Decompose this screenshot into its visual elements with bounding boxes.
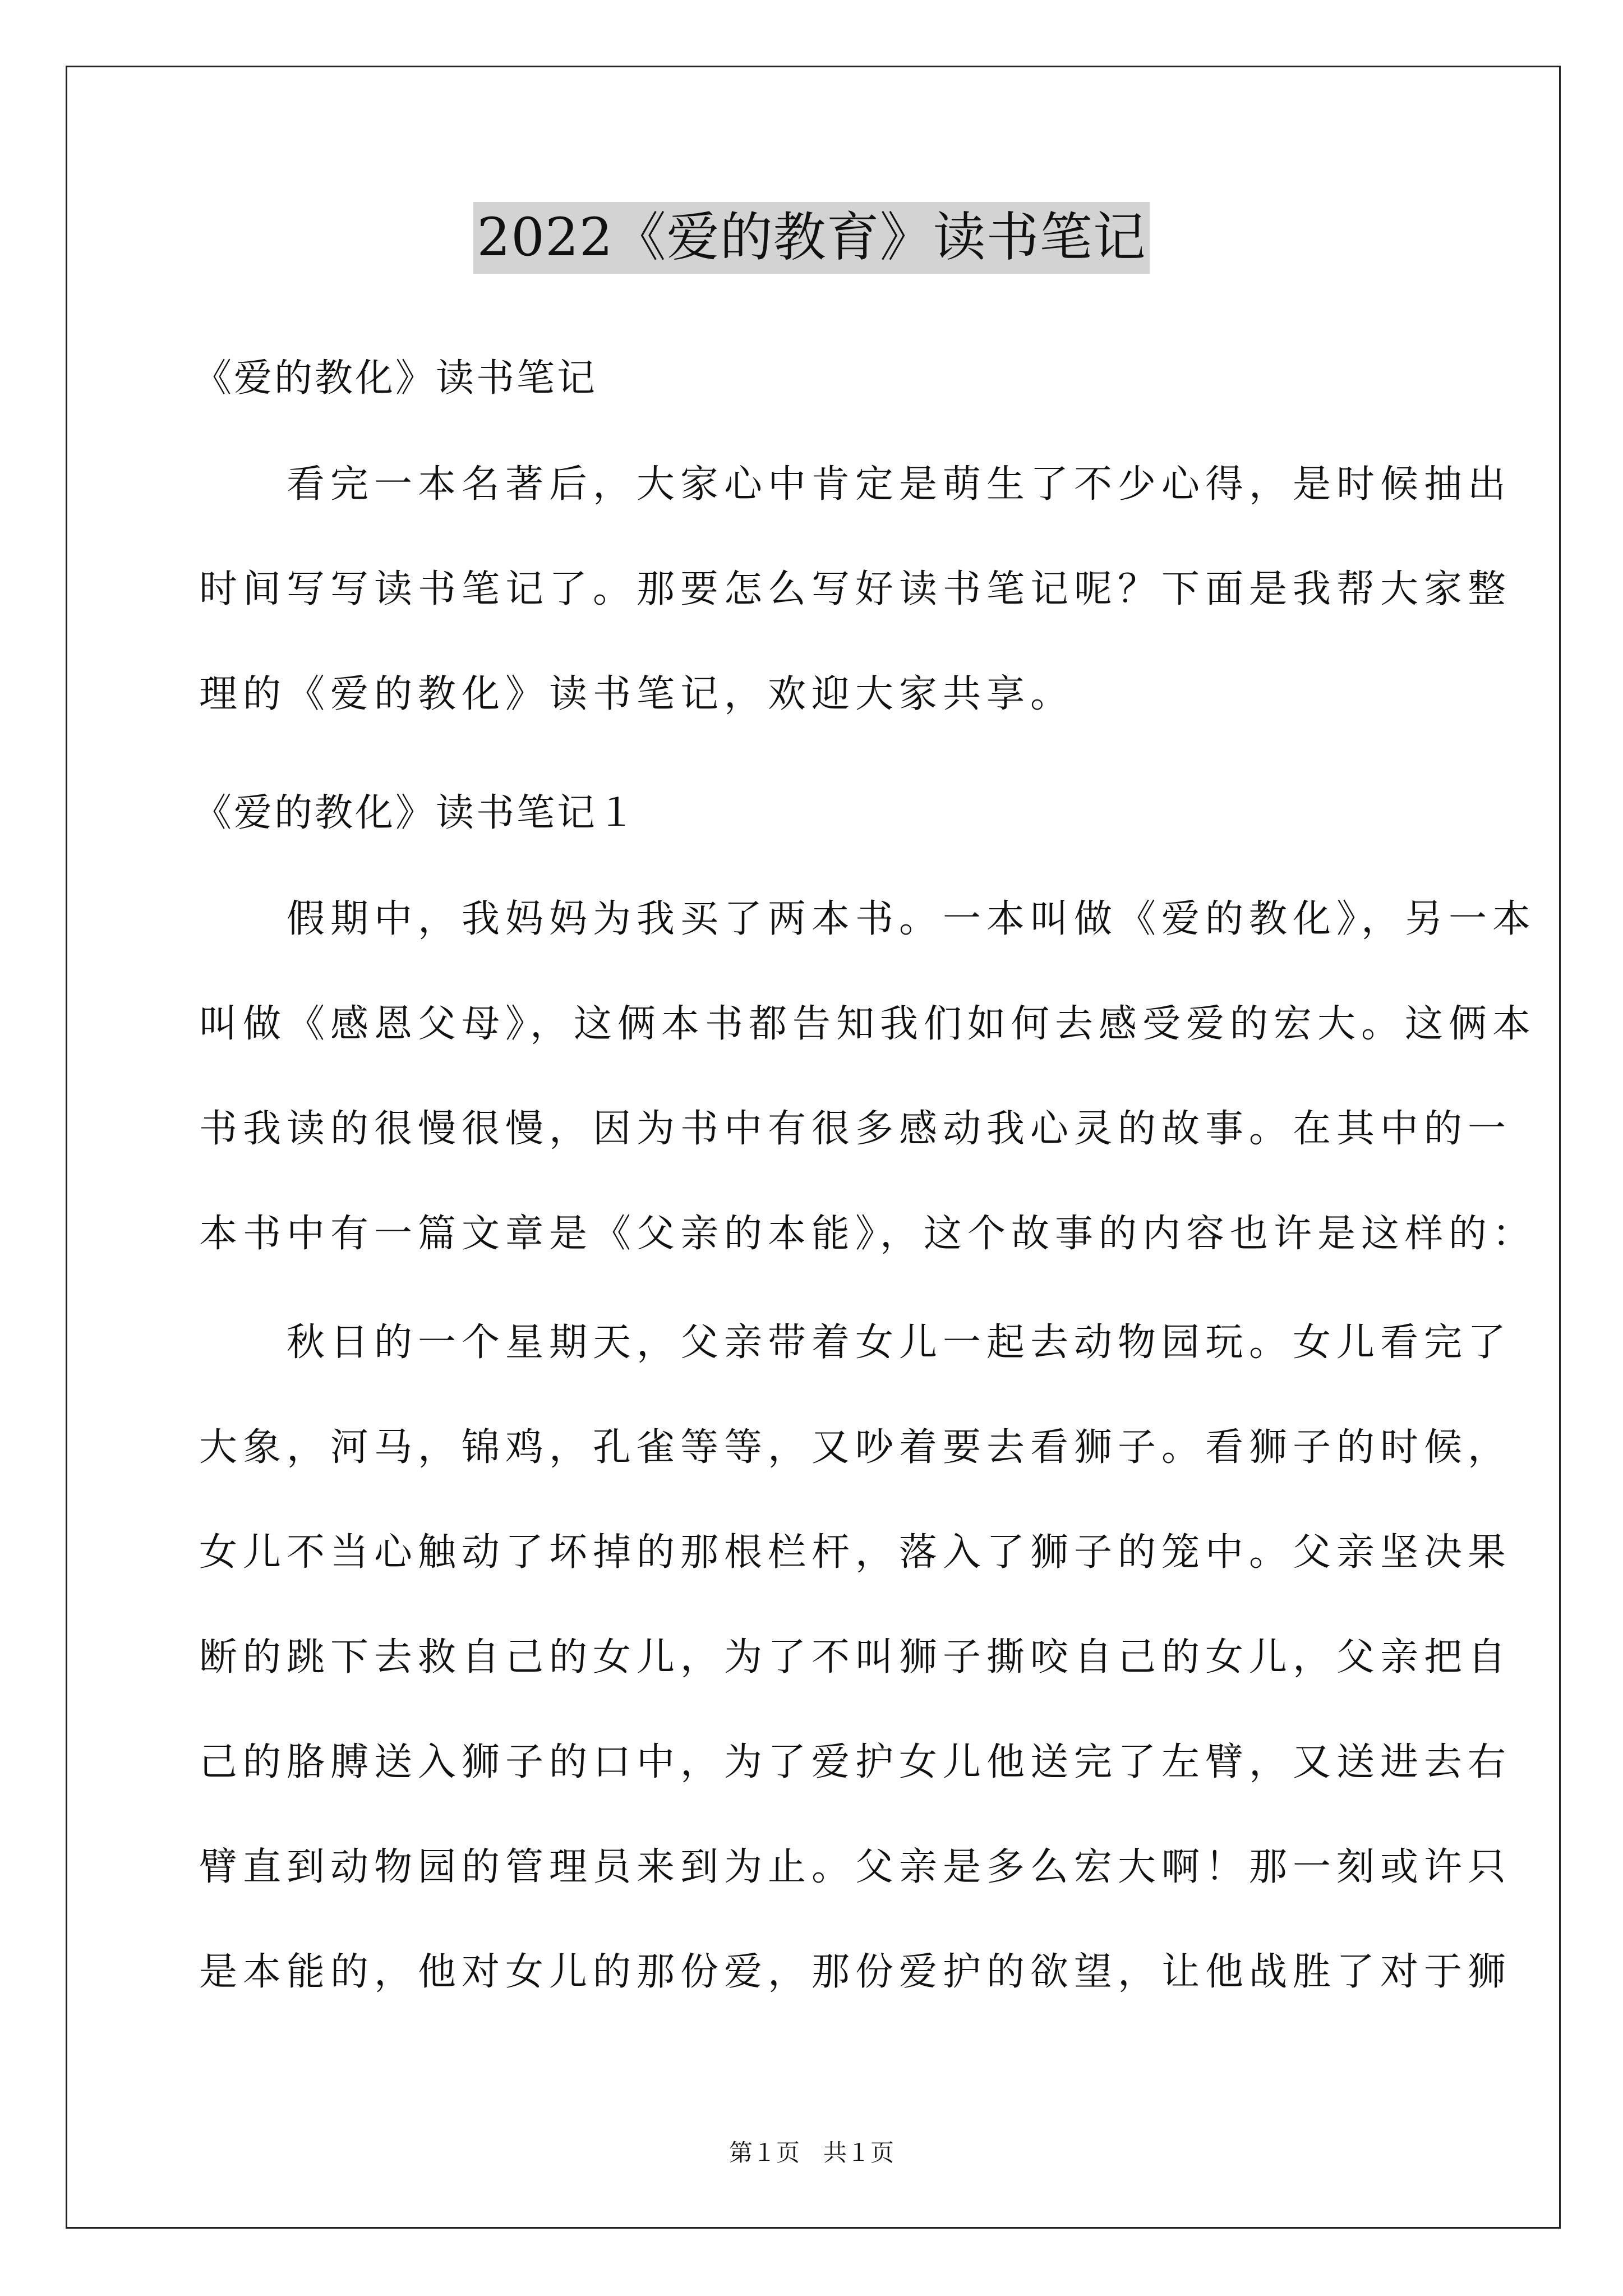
text-line: 断的跳下去救自己的女儿，为了不叫狮子撕咬自己的女儿，父亲把自 <box>199 1635 1512 1680</box>
text-line: 叫做《感恩父母》，这俩本书都告知我们如何去感受爱的宏大。这俩本 <box>199 1002 1537 1046</box>
text-line: 大象，河马，锦鸡，孔雀等等，又吵着要去看狮子。看狮子的时候， <box>199 1425 1512 1470</box>
document-title: 2022《爱的教育》读书笔记 <box>473 202 1149 274</box>
title-container <box>0 202 1623 274</box>
text-line: 秋日的一个星期天，父亲带着女儿一起去动物园玩。女儿看完了 <box>199 1320 1512 1365</box>
text-line: 书我读的很慢很慢，因为书中有很多感动我心灵的故事。在其中的一 <box>199 1107 1512 1151</box>
text-line: 臂直到动物园的管理员来到为止。父亲是多么宏大啊！那一刻或许只 <box>199 1845 1512 1889</box>
subtitle: 《爱的教化》读书笔记 <box>193 356 598 401</box>
text-line: 己的胳膊送入狮子的口中，为了爱护女儿他送完了左臂，又送进去右 <box>199 1740 1512 1784</box>
text-line: 女儿不当心触动了坏掉的那根栏杆，落入了狮子的笼中。父亲坚决果 <box>199 1530 1512 1575</box>
text-line: 是本能的，他对女儿的那份爱，那份爱护的欲望，让他战胜了对于狮 <box>199 1950 1512 1994</box>
text-line: 理的《爱的教化》读书笔记，欢迎大家共享。 <box>199 672 1075 716</box>
paragraph-1 <box>199 867 1537 1286</box>
page-footer: 第１页 共１页 <box>728 2139 894 2166</box>
text-line: 看完一本名著后，大家心中肯定是萌生了不少心得，是时候抽出 <box>199 462 1512 507</box>
text-line: 时间写写读书笔记了。那要怎么写好读书笔记呢？下面是我帮大家整 <box>199 567 1512 611</box>
paragraph-2 <box>199 1290 1512 2024</box>
text-line: 假期中，我妈妈为我买了两本书。一本叫做《爱的教化》，另一本 <box>199 897 1537 941</box>
text-line: 本书中有一篇文章是《父亲的本能》，这个故事的内容也许是这样的： <box>199 1212 1537 1256</box>
intro-paragraph <box>199 432 1512 747</box>
section-heading: 《爱的教化》读书笔记１ <box>193 791 638 835</box>
